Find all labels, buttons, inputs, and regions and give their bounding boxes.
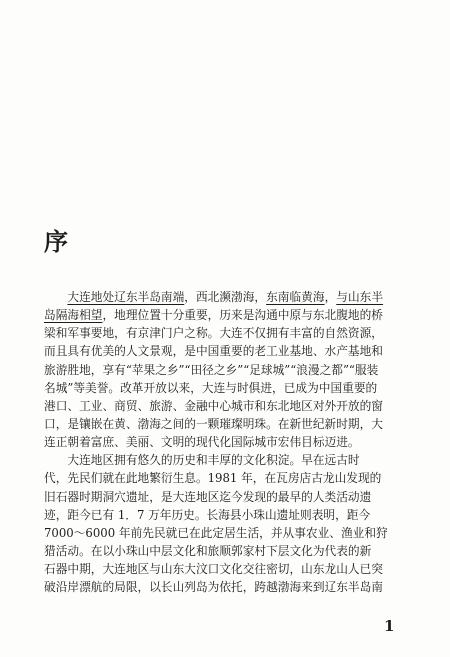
text-line (44, 397, 414, 415)
text-line (44, 379, 414, 397)
underlined-text: 岛隔海相望 (44, 308, 103, 323)
text-segment: 连正朝着富庶、美丽、文明的现代化国际城市宏伟目标迈进。 (44, 435, 360, 450)
page-number: 1 (384, 617, 395, 635)
text-segment: 大连地区拥有悠久的历史和丰厚的文化积淀。早在远古时 (44, 453, 360, 468)
preface-body (44, 288, 414, 596)
text-line (44, 506, 414, 524)
text-segment: 旅游胜地，享有“苹果之乡”“田径之乡”“足球城”“浪漫之都”“服装 (44, 362, 379, 377)
text-line (44, 488, 414, 506)
text-segment: 7000～6000 年前先民就已在此定居生活，并从事农业、渔业和狩 (44, 525, 388, 540)
text-line (44, 469, 414, 487)
text-segment: 港口、工业、商贸、旅游、金融中心城市和东北地区对外开放的窗 (44, 398, 383, 413)
text-segment: ，西北濒渤海， (184, 290, 267, 304)
text-segment: 破沿岸漂航的局限，以长山列岛为依托，跨越渤海来到辽东半岛南 (44, 580, 383, 595)
text-segment: 而且具有优美的人文景观，是中国重要的老工业基地、水产基地和 (44, 344, 383, 359)
text-line (44, 433, 414, 451)
text-line (44, 361, 414, 379)
text-segment: 梁和军事要地，有京津门户之称。大连不仅拥有丰富的自然资源， (44, 326, 383, 341)
text-segment: 猎活动。在以小珠山中层文化和旅顺郭家村下层文化为代表的新 (44, 543, 372, 558)
text-line (44, 342, 414, 360)
text-segment: ， (324, 290, 337, 304)
text-line (44, 288, 414, 306)
text-line (44, 415, 414, 433)
text-line (44, 542, 414, 560)
text-line (44, 560, 414, 578)
text-segment: 石器中期，大连地区与山东大汶口文化交往密切，山东龙山人已突 (44, 562, 383, 577)
preface-heading: 序 (44, 228, 68, 256)
text-segment: 口，是镶嵌在黄、渤海之间的一颗璀璨明珠。在新世纪新时期，大 (44, 416, 383, 431)
text-segment: 名城”等美誉。改革开放以来，大连与时俱进，已成为中国重要的 (44, 380, 378, 395)
underlined-text: 与山东半 (336, 290, 384, 304)
text-segment (44, 290, 67, 304)
text-line (44, 324, 414, 342)
text-segment: 旧石器时期洞穴遗址，是大连地区迄今发现的最早的人类活动遗 (44, 489, 372, 504)
underlined-text: 东南临黄海 (266, 290, 325, 304)
text-line (44, 578, 414, 596)
text-line (44, 524, 414, 542)
text-line (44, 306, 414, 324)
text-segment: ，地理位置十分重要，历来是沟通中原与东北腹地的桥 (102, 308, 383, 323)
text-line (44, 451, 414, 469)
text-segment: 代，先民们就在此地繁衍生息。1981 年，在瓦房店古龙山发现的 (44, 471, 382, 486)
text-segment: 迹，距今已有 1．7 万年历史。长海县小珠山遗址则表明，距今 (44, 507, 371, 522)
underlined-text: 大连地处辽东半岛南端 (67, 290, 185, 304)
